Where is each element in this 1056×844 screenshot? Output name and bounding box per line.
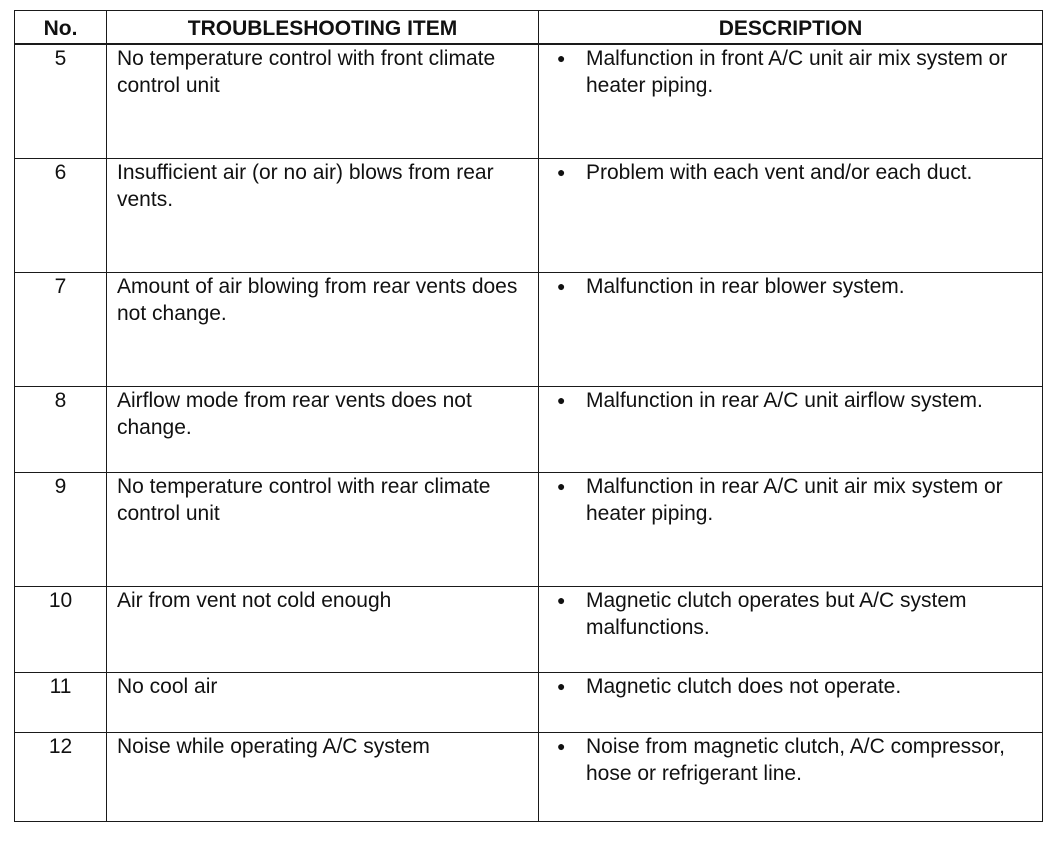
header-troubleshooting-item: TROUBLESHOOTING ITEM — [107, 11, 539, 45]
description-cell — [539, 387, 1043, 473]
bullet-icon: ● — [557, 592, 566, 608]
bullet-icon: ● — [557, 738, 566, 754]
description-cell — [539, 673, 1043, 733]
description-cell — [539, 159, 1043, 273]
table-row — [15, 587, 1043, 673]
table-row — [15, 273, 1043, 387]
row-number: 9 — [15, 473, 107, 587]
table-row — [15, 733, 1043, 822]
troubleshooting-table — [14, 10, 1043, 822]
troubleshooting-item: Noise while operating A/C system — [107, 733, 539, 822]
troubleshooting-item: Air from vent not cold enough — [107, 587, 539, 673]
troubleshooting-item: Airflow mode from rear vents does not change. — [107, 387, 539, 473]
header-description: DESCRIPTION — [539, 11, 1043, 45]
description-cell — [539, 733, 1043, 822]
description-text: Malfunction in front A/C unit air mix system or heater piping. — [586, 47, 1008, 97]
description-text: Malfunction in rear A/C unit air mix system or heater piping. — [586, 475, 1003, 525]
troubleshooting-item: No temperature control with rear climate control unit — [107, 473, 539, 587]
row-number: 12 — [15, 733, 107, 822]
table-row — [15, 387, 1043, 473]
description-text: Problem with each vent and/or each duct. — [586, 161, 973, 184]
description-text: Malfunction in rear A/C unit airflow system. — [586, 389, 983, 412]
troubleshooting-item: No cool air — [107, 673, 539, 733]
table-row — [15, 673, 1043, 733]
description-text: Magnetic clutch does not operate. — [586, 675, 902, 698]
row-number: 5 — [15, 44, 107, 159]
bullet-icon: ● — [557, 678, 566, 694]
header-no: No. — [15, 11, 107, 45]
table-row — [15, 44, 1043, 159]
row-number: 6 — [15, 159, 107, 273]
description-cell — [539, 44, 1043, 159]
troubleshooting-item: Insufficient air (or no air) blows from rear vents. — [107, 159, 539, 273]
bullet-icon: ● — [557, 164, 566, 180]
troubleshooting-item: No temperature control with front climate control unit — [107, 44, 539, 159]
table-row — [15, 159, 1043, 273]
table-header-row — [15, 11, 1043, 45]
row-number: 10 — [15, 587, 107, 673]
row-number: 7 — [15, 273, 107, 387]
description-text: Malfunction in rear blower system. — [586, 275, 905, 298]
description-cell — [539, 587, 1043, 673]
row-number: 8 — [15, 387, 107, 473]
description-cell — [539, 473, 1043, 587]
bullet-icon: ● — [557, 478, 566, 494]
description-cell — [539, 273, 1043, 387]
description-text: Noise from magnetic clutch, A/C compressor, hose or refrigerant line. — [586, 735, 1005, 785]
bullet-icon: ● — [557, 50, 566, 66]
bullet-icon: ● — [557, 278, 566, 294]
troubleshooting-item: Amount of air blowing from rear vents does not change. — [107, 273, 539, 387]
bullet-icon: ● — [557, 392, 566, 408]
description-text: Magnetic clutch operates but A/C system malfunctions. — [586, 589, 967, 639]
row-number: 11 — [15, 673, 107, 733]
table-row — [15, 473, 1043, 587]
